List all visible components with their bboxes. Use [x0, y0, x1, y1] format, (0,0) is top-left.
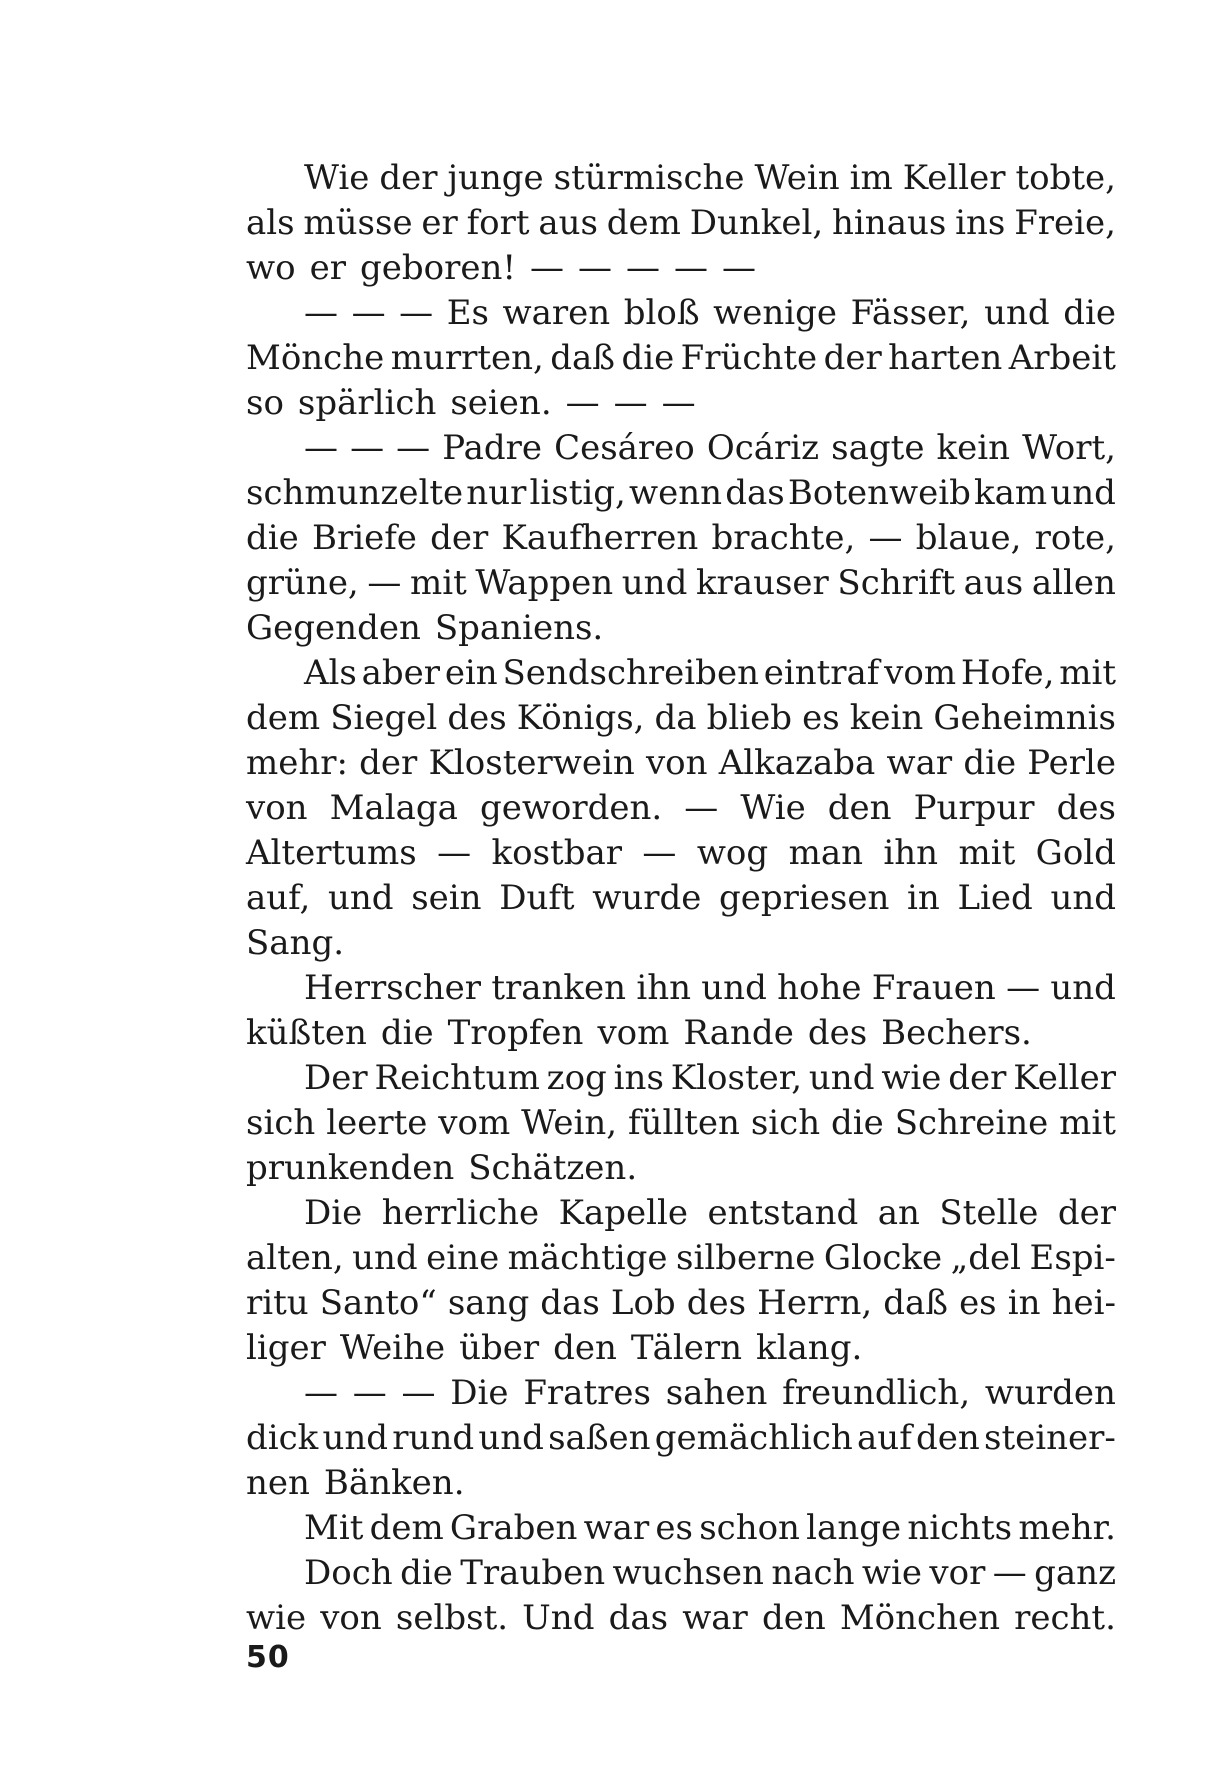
text-line: Der Reichtum zog ins Kloster, und wie der Keller: [304, 1058, 1116, 1098]
text-line: dem Siegel des Königs, da blieb es kein Geheimnis: [246, 698, 1116, 738]
text-line: Gegenden Spaniens.: [246, 608, 604, 648]
text-line: so spärlich seien. — — —: [246, 383, 696, 423]
text-line: liger Weihe über den Tälern klang.: [246, 1328, 863, 1368]
text-line: — — — Die Fratres sahen freundlich, wurden: [304, 1373, 1116, 1413]
text-line: alten, und eine mächtige silberne Glocke „del Espi-: [246, 1238, 1116, 1278]
page-number: 50: [246, 1640, 290, 1675]
text-line: schmunzelte nur listig, wenn das Botenweib kam und: [246, 473, 1116, 513]
text-line: nen Bänken.: [246, 1463, 465, 1503]
text-line: Sang.: [246, 923, 345, 963]
text-line: — — — Padre Cesáreo Ocáriz sagte kein Wort,: [304, 428, 1116, 468]
text-line: wo er geboren! — — — — —: [246, 248, 757, 288]
text-line: Als aber ein Sendschreiben eintraf vom Hofe, mit: [304, 653, 1116, 693]
text-line: Mönche murrten, daß die Früchte der harten Arbeit: [246, 338, 1116, 378]
text-line: Die herrliche Kapelle entstand an Stelle der: [304, 1193, 1116, 1233]
text-line: sich leerte vom Wein, füllten sich die Schreine mit: [246, 1103, 1116, 1143]
text-line: wie von selbst. Und das war den Mönchen recht.: [246, 1598, 1116, 1638]
text-line: Herrscher tranken ihn und hohe Frauen — und: [304, 968, 1116, 1008]
text-line: die Briefe der Kaufherren brachte, — blaue, rote,: [246, 518, 1116, 558]
text-line: prunkenden Schätzen.: [246, 1148, 638, 1188]
text-line: von Malaga geworden. — Wie den Purpur des: [246, 788, 1116, 828]
text-line: küßten die Tropfen vom Rande des Bechers.: [246, 1013, 1032, 1053]
text-line: mehr: der Klosterwein von Alkazaba war die Perle: [246, 743, 1116, 783]
body-text: [246, 156, 1116, 1641]
text-line: auf, und sein Duft wurde gepriesen in Lied und: [246, 878, 1116, 918]
text-line: grüne, — mit Wappen und krauser Schrift aus allen: [246, 563, 1116, 603]
text-line: Doch die Trauben wuchsen nach wie vor — ganz: [304, 1553, 1116, 1593]
text-line: Mit dem Graben war es schon lange nichts mehr.: [304, 1508, 1116, 1548]
text-line: Altertums — kostbar — wog man ihn mit Gold: [246, 833, 1116, 873]
text-line: Wie der junge stürmische Wein im Keller tobte,: [304, 158, 1116, 198]
text-line: ritu Santo“ sang das Lob des Herrn, daß es in hei-: [246, 1283, 1116, 1323]
text-line: dick und rund und saßen gemächlich auf den steiner-: [246, 1418, 1116, 1458]
text-line: als müsse er fort aus dem Dunkel, hinaus ins Freie,: [246, 203, 1116, 243]
text-line: — — — Es waren bloß wenige Fässer, und die: [304, 293, 1116, 333]
